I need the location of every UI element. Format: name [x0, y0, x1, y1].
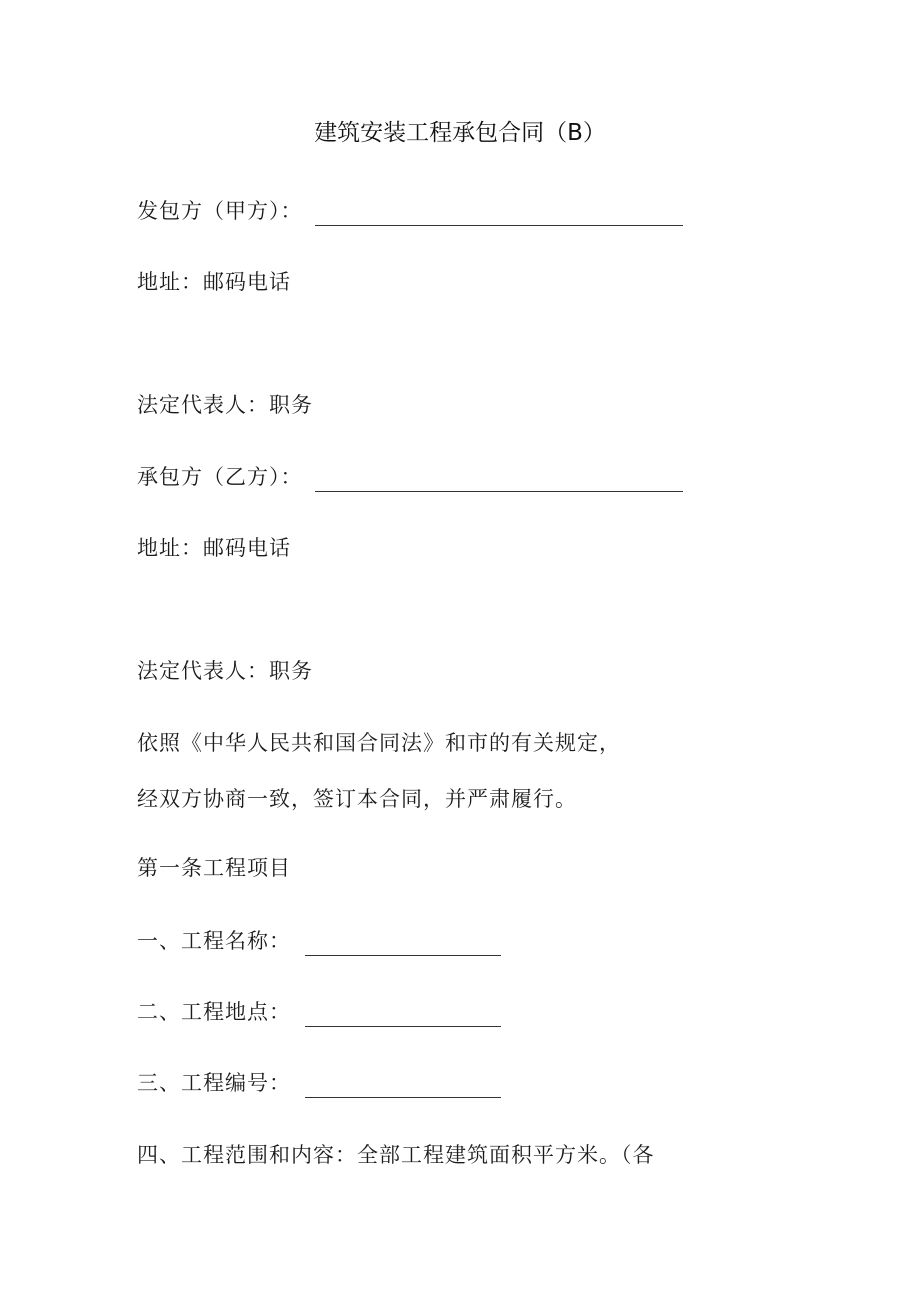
party-a-line: [137, 196, 683, 226]
project-number-label: 三、工程编号：: [137, 1071, 291, 1095]
preamble-line-2: 经双方协商一致，签订本合同，并严肃履行。: [137, 787, 577, 811]
project-location-line: [137, 997, 501, 1027]
project-scope-line: 四、工程范围和内容：全部工程建筑面积平方米。（各: [137, 1143, 655, 1167]
party-a-address: 地址：邮码电话: [137, 270, 291, 294]
project-location-blank[interactable]: [305, 1004, 501, 1027]
party-b-representative: 法定代表人：职务: [137, 659, 313, 683]
project-name-blank[interactable]: [305, 933, 501, 956]
party-b-label: 承包方（乙方）：: [137, 465, 303, 489]
project-name-line: [137, 926, 501, 956]
party-a-label: 发包方（甲方）：: [137, 199, 303, 223]
project-location-label: 二、工程地点：: [137, 1000, 291, 1024]
project-name-label: 一、工程名称：: [137, 929, 291, 953]
party-a-representative: 法定代表人：职务: [137, 393, 313, 417]
party-b-address: 地址：邮码电话: [137, 536, 291, 560]
article-1-heading: 第一条工程项目: [137, 856, 291, 880]
project-number-blank[interactable]: [305, 1075, 501, 1098]
preamble-line-1: 依照《中华人民共和国合同法》和市的有关规定，: [137, 731, 621, 755]
party-a-blank[interactable]: [315, 203, 683, 226]
project-number-line: [137, 1068, 501, 1098]
party-b-blank[interactable]: [315, 469, 683, 492]
document-title: 建筑安装工程承包合同（B）: [314, 120, 606, 146]
party-b-line: [137, 462, 683, 492]
